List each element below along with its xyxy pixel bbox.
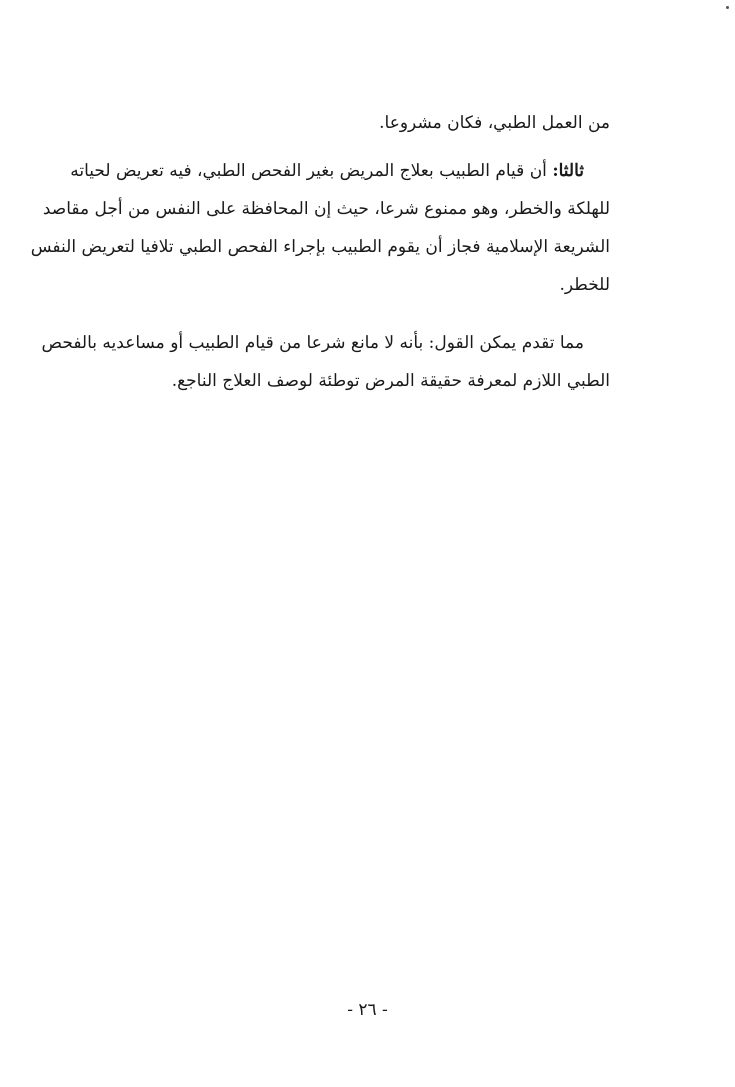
paragraph-3 [18,324,610,400]
paragraph-2 [18,152,610,304]
text-line: للهلكة والخطر، وهو ممنوع شرعا، حيث إن المحافظة على النفس من أجل مقاصد [42,199,610,219]
paragraph-1 [18,104,610,142]
text-line: للخطر. [559,275,610,295]
scan-dot-mark [726,6,729,9]
text-line: الطبي اللازم لمعرفة حقيقة المرض توطئة لوصف العلاج الناجع. [171,371,610,391]
text-line: الشريعة الإسلامية فجاز أن يقوم الطبيب بإجراء الفحص الطبي تلافيا لتعريض النفس [30,237,610,257]
text-line: من العمل الطبي، فكان مشروعا. [379,113,610,133]
text-line [18,152,610,190]
page-number: - ٢٦ - [347,1000,388,1020]
text-line: مما تقدم يمكن القول: بأنه لا مانع شرعا من قيام الطبيب أو مساعديه بالفحص [41,333,584,353]
section-lead-label: ثالثا: [552,161,584,181]
text-line-content: أن قيام الطبيب بعلاج المريض بغير الفحص الطبي، فيه تعريض لحياته [70,161,547,181]
